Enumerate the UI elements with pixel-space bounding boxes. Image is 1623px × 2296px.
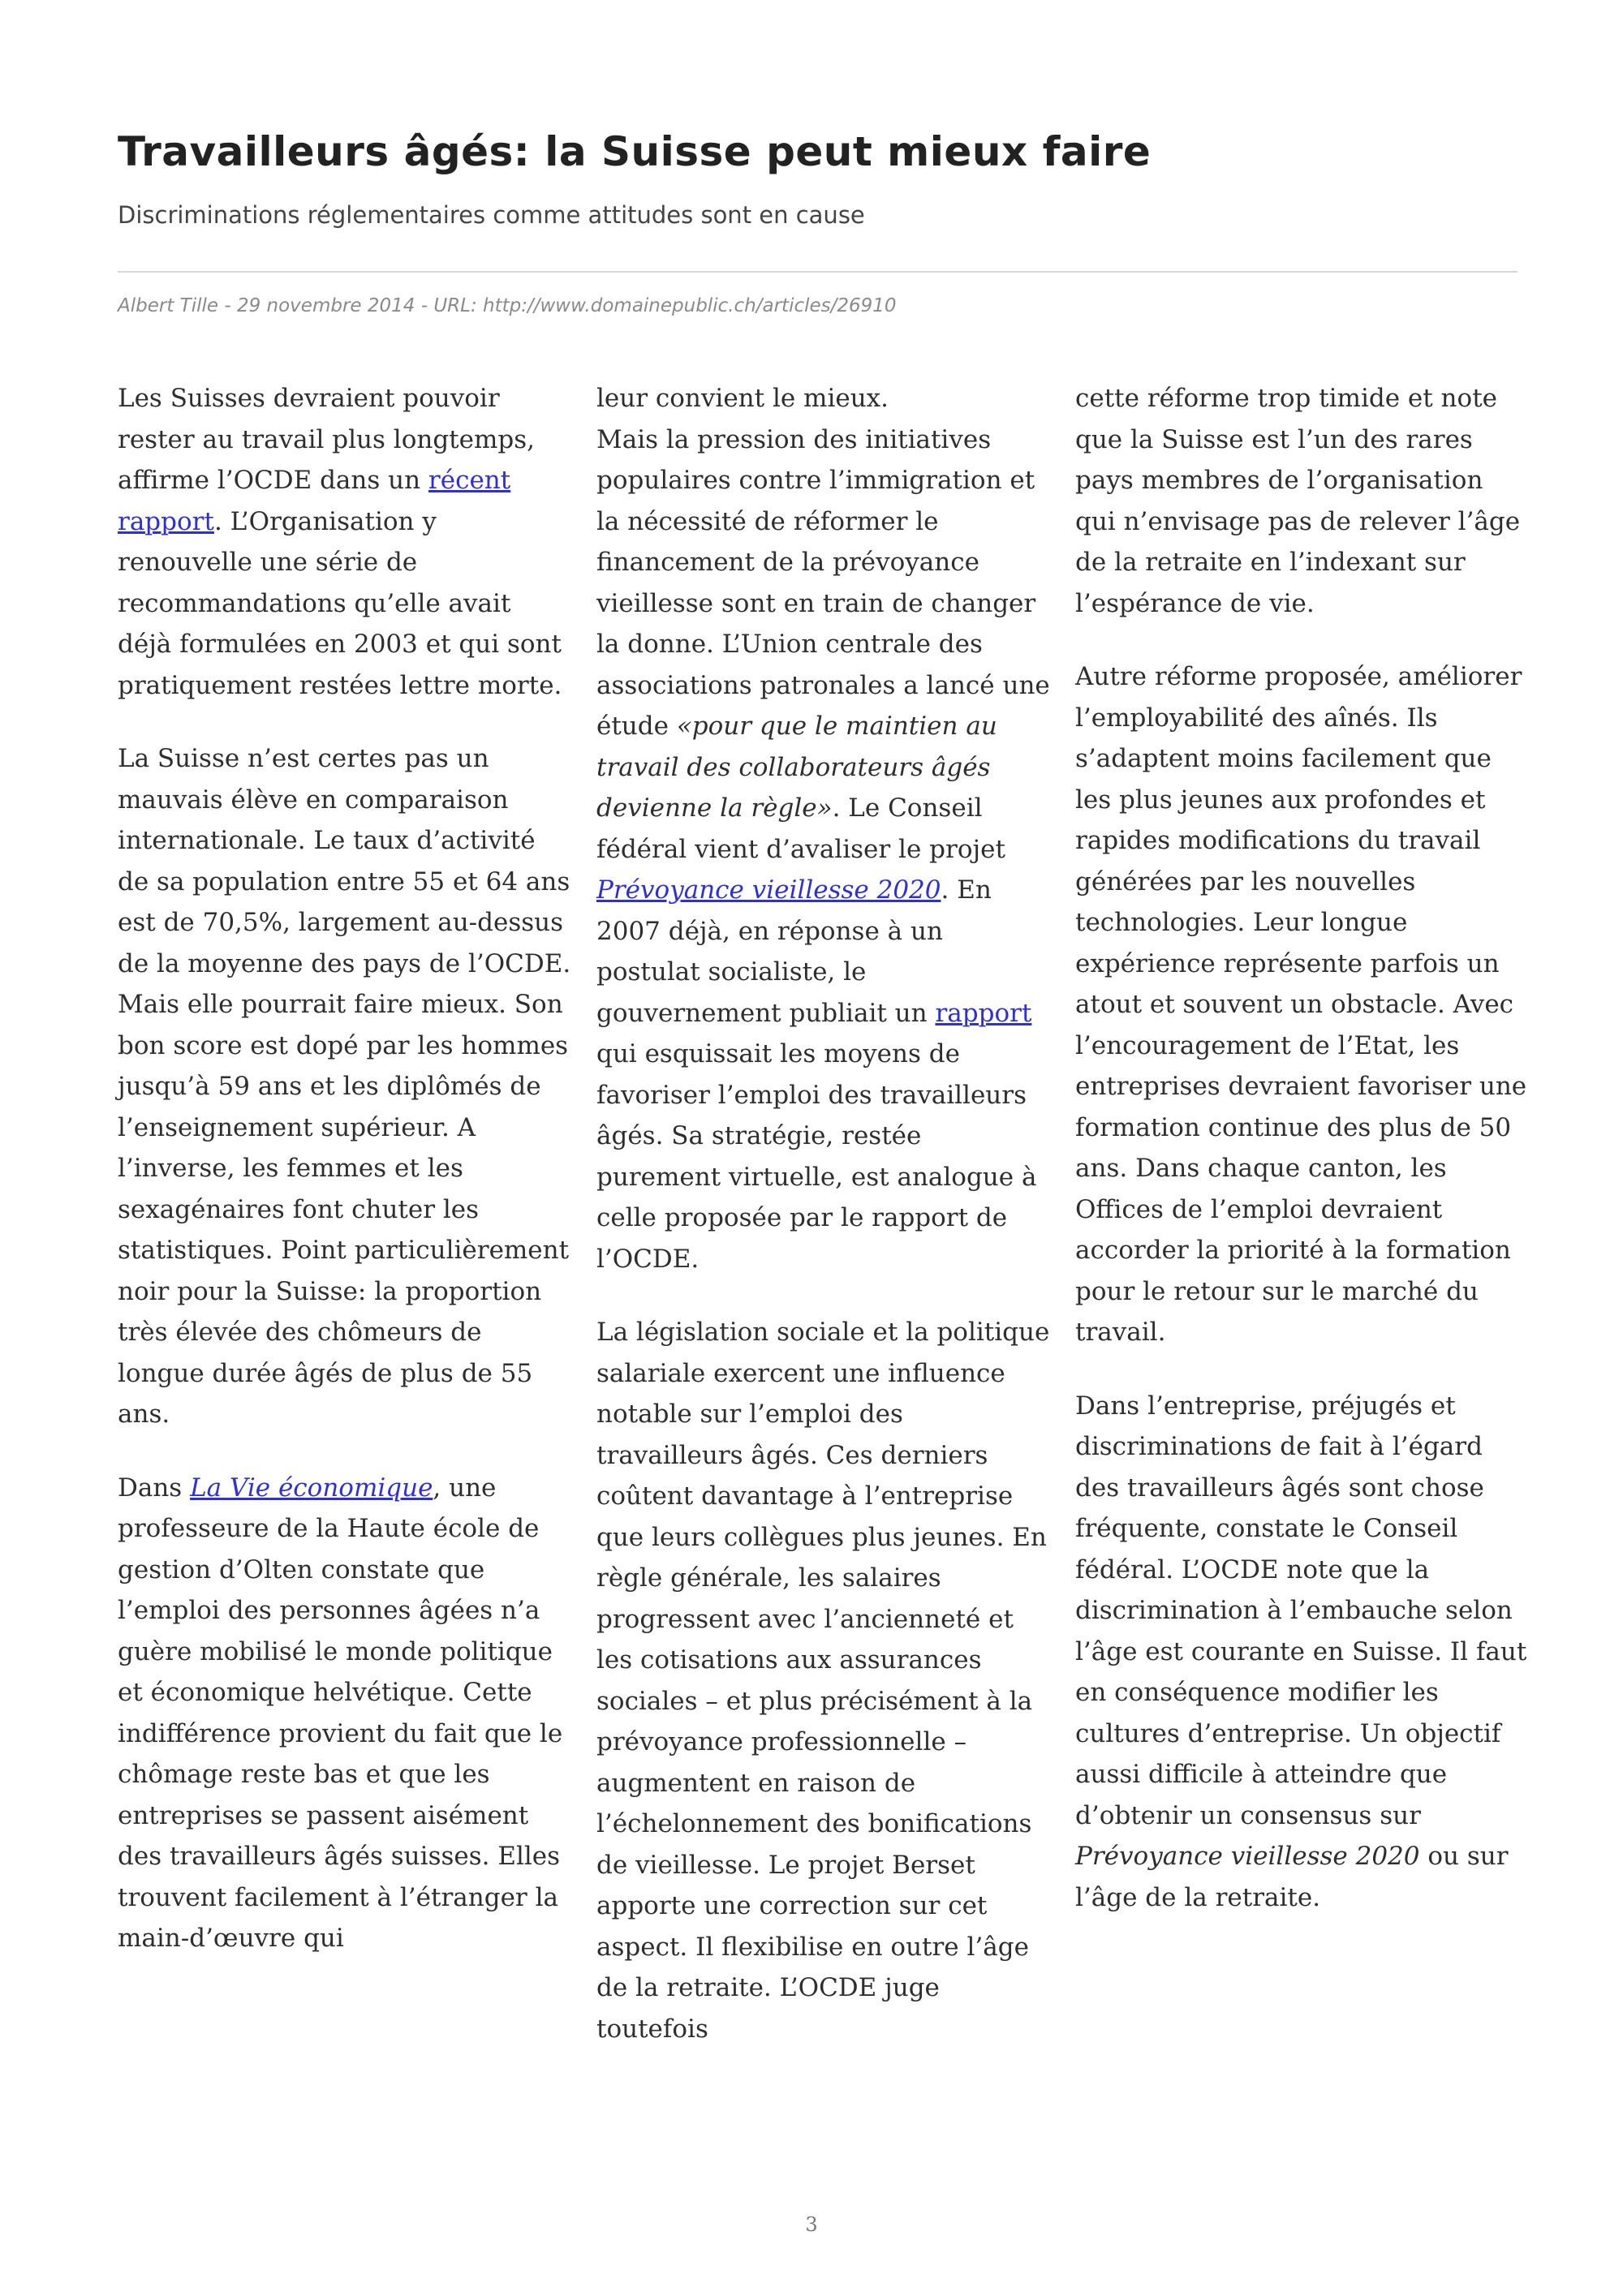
column-3: [1075, 378, 1530, 1950]
paragraph-legislation-continued: cette réforme trop timide et note que la Suisse est l’un des rares pays membres de l’organisation qui n’envisage pas de relever l’âge de la retraite en l’indexant sur l’espérance de vie.: [1075, 384, 1521, 618]
paragraph-legislation: La législation sociale et la politique salariale exercent une influence notable sur l’emploi des travailleurs âgés. Ces derniers coûtent davantage à l’entreprise que leurs collègues plus jeunes. En règle générale, les salaires progressent avec l’ancienneté et les cotisations aux assurances sociales – et plus précisément à la prévoyance professionnelle – augmentent en raison de l’échelonnement des bonifications de vieillesse. Le projet Berset apporte une correction sur cet aspect. Il flexibilise en outre l’âge de la retraite. L’OCDE juge toutefois: [596, 1318, 1050, 2044]
article-meta: Albert Tille - 29 novembre 2014 - URL: http://www.domainepublic.ch/articles/26910: [118, 295, 897, 316]
paragraph-vie-economique-continued: leur convient le mieux.: [596, 384, 889, 413]
link-la-vie-economique[interactable]: La Vie économique: [190, 1473, 433, 1503]
column-1: [118, 378, 572, 1992]
article-subtitle: Discriminations réglementaires comme attitudes sont en cause: [118, 201, 865, 229]
paragraph-intro: Les Suisses devraient pouvoir rester au travail plus longtemps, affirme l’OCDE dans un récent rapport. L’Organisation y renouvelle une série de recommandations qu’elle avait déjà formulées en 2003 et qui sont pratiquement restées lettre morte.: [118, 384, 562, 700]
paragraph-pression: Mais la pression des initiatives populaires contre l’immigration et la nécessité de réformer le financement de la prévoyance vieillesse sont en train de changer la donne. L’Union centrale des associations patronales a lancé une étude «pour que le maintien au travail des collaborateurs âgés devienne la règle». Le Conseil fédéral vient d’avaliser le projet Prévoyance vieillesse 2020. En 2007 déjà, en réponse à un postulat socialiste, le gouvernement publiait un rapport qui esquissait les moyens de favoriser l’emploi des travailleurs âgés. Sa stratégie, restée purement virtuelle, est analogue à celle proposée par le rapport de l’OCDE.: [596, 424, 1050, 1274]
paragraph-employabilite: Autre réforme proposée, améliorer l’employabilité des aînés. Ils s’adaptent moins facilement que les plus jeunes aux profondes et rapides modifications du travail générées par les nouvelles technologies. Leur longue expérience représente parfois un atout et souvent un obstacle. Avec l’encouragement de l’Etat, les entreprises devraient favoriser une formation continue des plus de 50 ans. Dans chaque canton, les Offices de l’emploi devraient accorder la priorité à la formation pour le retour sur le marché du travail.: [1075, 662, 1527, 1347]
link-prevoyance-vieillesse-2020[interactable]: Prévoyance vieillesse 2020: [596, 875, 941, 905]
paragraph-discrimination: Dans l’entreprise, préjugés et discriminations de fait à l’égard des travailleurs âgés sont chose fréquente, constate le Conseil fédéral. L’OCDE note que la discrimination à l’embauche selon l’âge est courante en Suisse. Il faut en conséquence modifier les cultures d’entreprise. Un objectif aussi difficile à atteindre que d’obtenir un consensus sur Prévoyance vieillesse 2020 ou sur l’âge de la retraite.: [1075, 1391, 1527, 1912]
paragraph-vie-economique: Dans La Vie économique, une professeure de la Haute école de gestion d’Olten constate que l’emploi des personnes âgées n’a guère mobilisé le monde politique et économique helvétique. Cette indifférence provient du fait que le chômage reste bas et que les entreprises se passent aisément des travailleurs âgés suisses. Elles trouvent facilement à l’étranger la main-d’œuvre qui: [118, 1473, 563, 1953]
link-recent-rapport[interactable]: récent rapport: [118, 466, 511, 536]
link-rapport[interactable]: rapport: [935, 998, 1032, 1028]
column-2: [596, 378, 1051, 2082]
paragraph-statistics: La Suisse n’est certes pas un mauvais élève en comparaison internationale. Le taux d’activité de sa population entre 55 et 64 ans est de 70,5%, largement au-dessus de la moyenne des pays de l’OCDE. Mais elle pourrait faire mieux. Son bon score est dopé par les hommes jusqu’à 59 ans et les diplômés de l’enseignement supérieur. A l’inverse, les femmes et les sexagénaires font chuter les statistiques. Point particulièrement noir pour la Suisse: la proportion très élevée des chômeurs de longue durée âgés de plus de 55 ans.: [118, 744, 571, 1429]
header-divider: [118, 271, 1518, 273]
page-number: 3: [805, 2213, 818, 2236]
article-title: Travailleurs âgés: la Suisse peut mieux faire: [118, 128, 1152, 175]
